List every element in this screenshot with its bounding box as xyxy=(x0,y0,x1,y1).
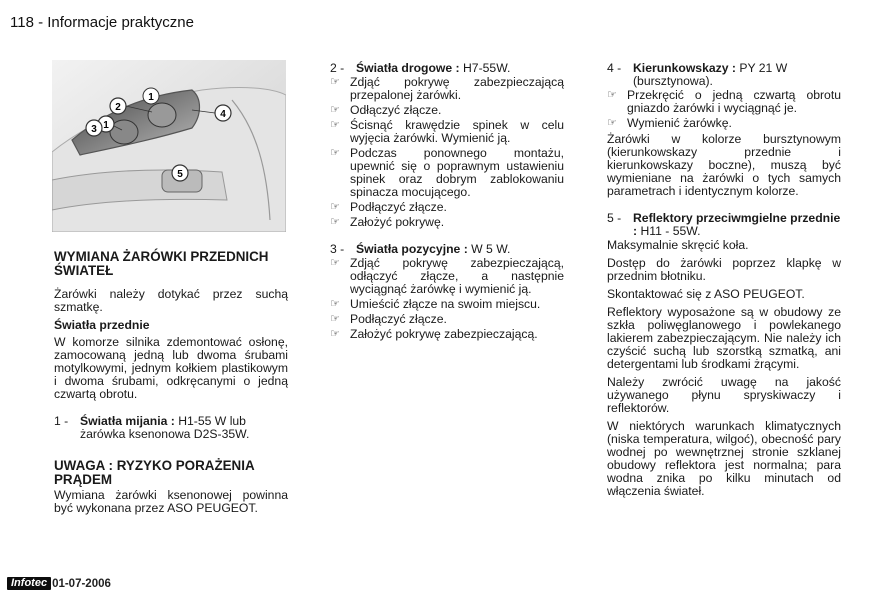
paragraph: Dostęp do żarówki poprzez klapkę w przednim błotniku. xyxy=(607,256,841,283)
list-item: ☞ Podłączyć złącze. xyxy=(330,200,447,214)
pointing-hand-icon: ☞ xyxy=(330,119,340,131)
item-1-low-beam: 1 - Światła mijania : H1-55 W lub żarówka ksenonowa D2S-35W. xyxy=(54,414,250,441)
pointing-hand-icon: ☞ xyxy=(330,298,340,310)
list-item: ☞ Przekręcić o jedną czwartą obrotu gniazdo żarówki i wyciągnąć je. xyxy=(607,88,841,115)
list-item: ☞ Założyć pokrywę zabezpieczającą. xyxy=(330,327,538,341)
footer-date: 01-07-2006 xyxy=(52,577,111,590)
page-title: 118 - Informacje praktyczne xyxy=(10,14,194,31)
pointing-hand-icon: ☞ xyxy=(330,257,340,269)
list-item: ☞ Podczas ponownego montażu, upewnić się o poprawnym ustawieniu spinek oraz dobrym zablokowaniu spinacza mocującego. xyxy=(330,146,564,199)
callout-5 xyxy=(172,165,188,181)
column-2 xyxy=(330,62,564,344)
amber-bulbs-note: Żarówki w kolorze bursztynowym (kierunkowskazy przednie i kierunkowskazy boczne), muszą być wymieniane na żarówki o tych samych parametrach i identycznym kolorze. xyxy=(607,132,841,198)
svg-text:2: 2 xyxy=(115,102,121,113)
pointing-hand-icon: ☞ xyxy=(330,104,340,116)
warning-heading: UWAGA : RYZYKO PORAŻENIA PRĄDEM xyxy=(54,458,255,487)
pointing-hand-icon: ☞ xyxy=(330,216,340,228)
paragraph: Reflektory wyposażone są w obudowy ze szkła poliwęglanowego i powlekanego lakierem zabezpieczającym. Nie należy ich czyścić suchą lub szorstką szmatką, ani detergentami lub środkami żrącymi. xyxy=(607,305,841,371)
lamp-reflector-high xyxy=(148,103,176,127)
steps-item-2 xyxy=(330,76,564,229)
paragraph: W niektórych warunkach klimatycznych (niska temperatura, wilgoć), obecność pary wodnej po wewnętrznej stronie szklanej obudowy reflektora jest normalna; para wodna znika po kilku minutach od włączenia świateł. xyxy=(607,419,841,498)
list-item: ☞ Podłączyć złącze. xyxy=(330,312,447,326)
item-3-side-lights: 3 - Światła pozycyjne : W 5 W. xyxy=(330,242,511,256)
column-1 xyxy=(54,250,288,520)
list-item: ☞ Wymienić żarówkę. xyxy=(607,116,732,130)
pointing-hand-icon: ☞ xyxy=(330,328,340,340)
pointing-hand-icon: ☞ xyxy=(330,313,340,325)
paragraph: Należy zwrócić uwagę na jakość używanego płynu spryskiwaczy i reflektorów. xyxy=(607,375,841,415)
list-item: ☞ Założyć pokrywę. xyxy=(330,215,445,229)
callout-3 xyxy=(86,120,102,136)
sub-text: W komorze silnika zdemontować osłonę, zamocowaną jedną lub dwoma śrubami motylkowymi, jednym kołkiem plastikowym i dwoma śrubami, odkręcanymi o jedną czwartą obrotu. xyxy=(54,335,288,401)
list-item: ☞ Zdjąć pokrywę zabezpieczającą przepalonej żarówki. xyxy=(330,75,564,102)
svg-text:3: 3 xyxy=(91,124,97,135)
infotec-logo: Infotec xyxy=(7,577,51,590)
column-3 xyxy=(607,62,841,503)
pointing-hand-icon: ☞ xyxy=(607,89,617,101)
item-5-fog-lamps: 5 - Reflektory przeciwmgielne przednie : H11 - 55W. xyxy=(607,211,841,238)
svg-text:4: 4 xyxy=(220,109,226,120)
paragraph: Skontaktować się z ASO PEUGEOT. xyxy=(607,287,805,301)
intro-text: Żarówki należy dotykać przez suchą szmatkę. xyxy=(54,287,288,314)
paragraph: Maksymalnie skręcić koła. xyxy=(607,238,749,252)
callout-1-top-label: 1 xyxy=(148,92,154,103)
pointing-hand-icon: ☞ xyxy=(330,76,340,88)
steps-item-4 xyxy=(607,89,841,130)
section-heading-headlamps: WYMIANA ŻARÓWKI PRZEDNICH ŚWIATEŁ xyxy=(54,249,269,278)
svg-text:1: 1 xyxy=(103,120,109,131)
list-item: ☞ Odłączyć złącze. xyxy=(330,103,442,117)
warning-text: Wymiana żarówki ksenonowej powinna być wykonana przez ASO PEUGEOT. xyxy=(54,488,288,515)
pointing-hand-icon: ☞ xyxy=(330,147,340,159)
list-item: ☞ Ścisnąć krawędzie spinek w celu wyjęcia żarówki. Wymienić ją. xyxy=(330,118,564,145)
svg-text:5: 5 xyxy=(177,169,183,180)
car-front-illustration xyxy=(52,60,286,232)
sub-heading-front-lights: Światła przednie xyxy=(54,318,150,332)
callout-2 xyxy=(110,98,126,114)
list-item: ☞ Zdjąć pokrywę zabezpieczającą, odłączyć złącze, a następnie wyciągnąć żarówkę i wymienić ją. xyxy=(330,256,564,296)
steps-item-3 xyxy=(330,257,564,341)
callout-4 xyxy=(215,105,231,121)
item-4-indicators: 4 - Kierunkowskazy : PY 21 W (bursztynowa). xyxy=(607,61,788,88)
item-2-high-beam: 2 - Światła drogowe : H7-55W. xyxy=(330,61,511,75)
footer xyxy=(7,577,111,590)
pointing-hand-icon: ☞ xyxy=(607,117,617,129)
list-item: ☞ Umieścić złącze na swoim miejscu. xyxy=(330,297,541,311)
pointing-hand-icon: ☞ xyxy=(330,201,340,213)
